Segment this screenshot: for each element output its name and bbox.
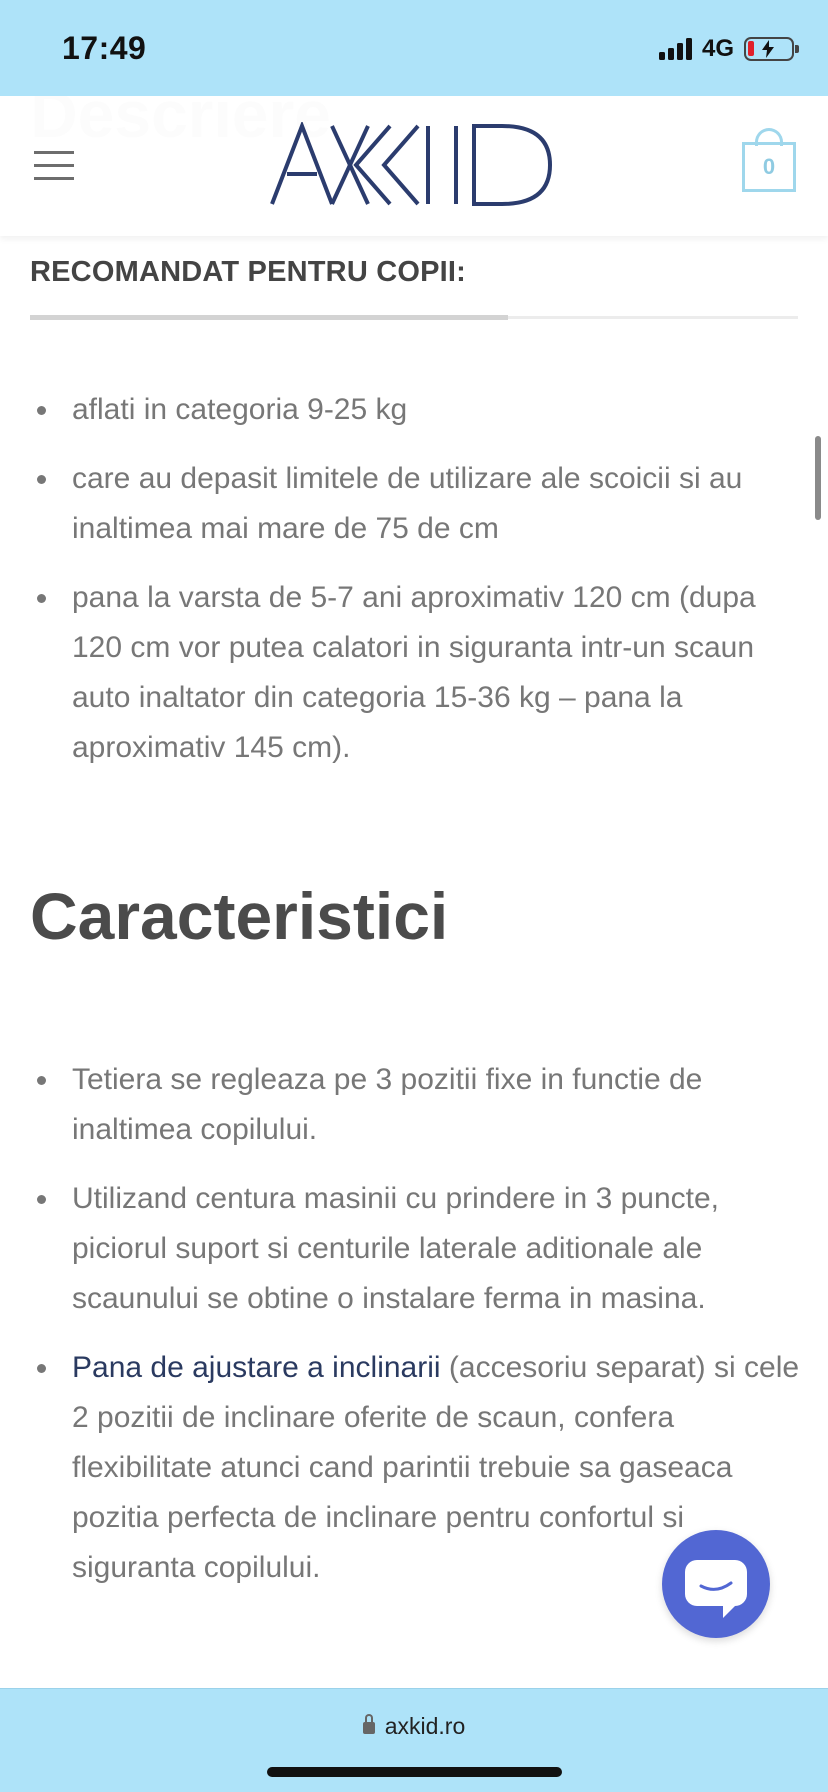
scroll-indicator[interactable] [815, 436, 821, 520]
features-heading: Caracteristici [30, 879, 449, 953]
url-display[interactable] [0, 1713, 828, 1740]
recline-wedge-link[interactable]: Pana de ajustare a inclinarii [72, 1351, 441, 1384]
status-indicators [659, 34, 794, 64]
hamburger-menu-icon[interactable] [34, 151, 74, 181]
list-item: Tetiera se regleaza pe 3 pozitii fixe in functie de inaltimea copilului. [30, 1055, 800, 1155]
status-bar [0, 0, 828, 96]
url-text: axkid.ro [384, 1713, 466, 1739]
list-item-text: (accesoriu separat) si cele 2 pozitii de inclinare oferite de scaun, confera flexibilitate atunci cand parintii trebuie sa gaseaca pozitia perfecta de inclinare pentru confortul si siguranta copilului. [72, 1351, 800, 1584]
lock-icon [363, 1722, 375, 1734]
list-item: pana la varsta de 5-7 ani aproximativ 120 cm (dupa 120 cm vor putea calatori in siguranta intr-un scaun auto inaltator din categoria 15-36 kg – pana la aproximativ 145 cm). [30, 573, 800, 773]
title-divider-accent [30, 315, 508, 320]
home-indicator[interactable] [267, 1767, 562, 1777]
axkid-logo[interactable] [270, 122, 556, 208]
chat-bubble-icon [685, 1560, 747, 1606]
browser-url-bar[interactable] [0, 1688, 828, 1792]
chat-button[interactable] [662, 1530, 770, 1638]
network-type: 4G [701, 35, 734, 62]
features-list [30, 1055, 800, 1612]
battery-charging-icon [744, 37, 794, 61]
status-time: 17:49 [62, 30, 147, 66]
list-item: aflati in categoria 9-25 kg [30, 385, 800, 435]
cellular-signal-icon [659, 38, 692, 60]
recommended-title: RECOMANDAT PENTRU COPII: [30, 256, 467, 288]
list-item: Utilizand centura masinii cu prindere in 3 puncte, piciorul suport si centurile laterale aditionale ale scaunului se obtine o instalare ferma in masina. [30, 1174, 800, 1324]
cart-count: 0 [742, 142, 796, 192]
cart-button[interactable] [742, 132, 798, 192]
site-header [0, 96, 828, 236]
list-item: care au depasit limitele de utilizare ale scoicii si au inaltimea mai mare de 75 de cm [30, 454, 800, 554]
recommended-list [30, 385, 800, 792]
